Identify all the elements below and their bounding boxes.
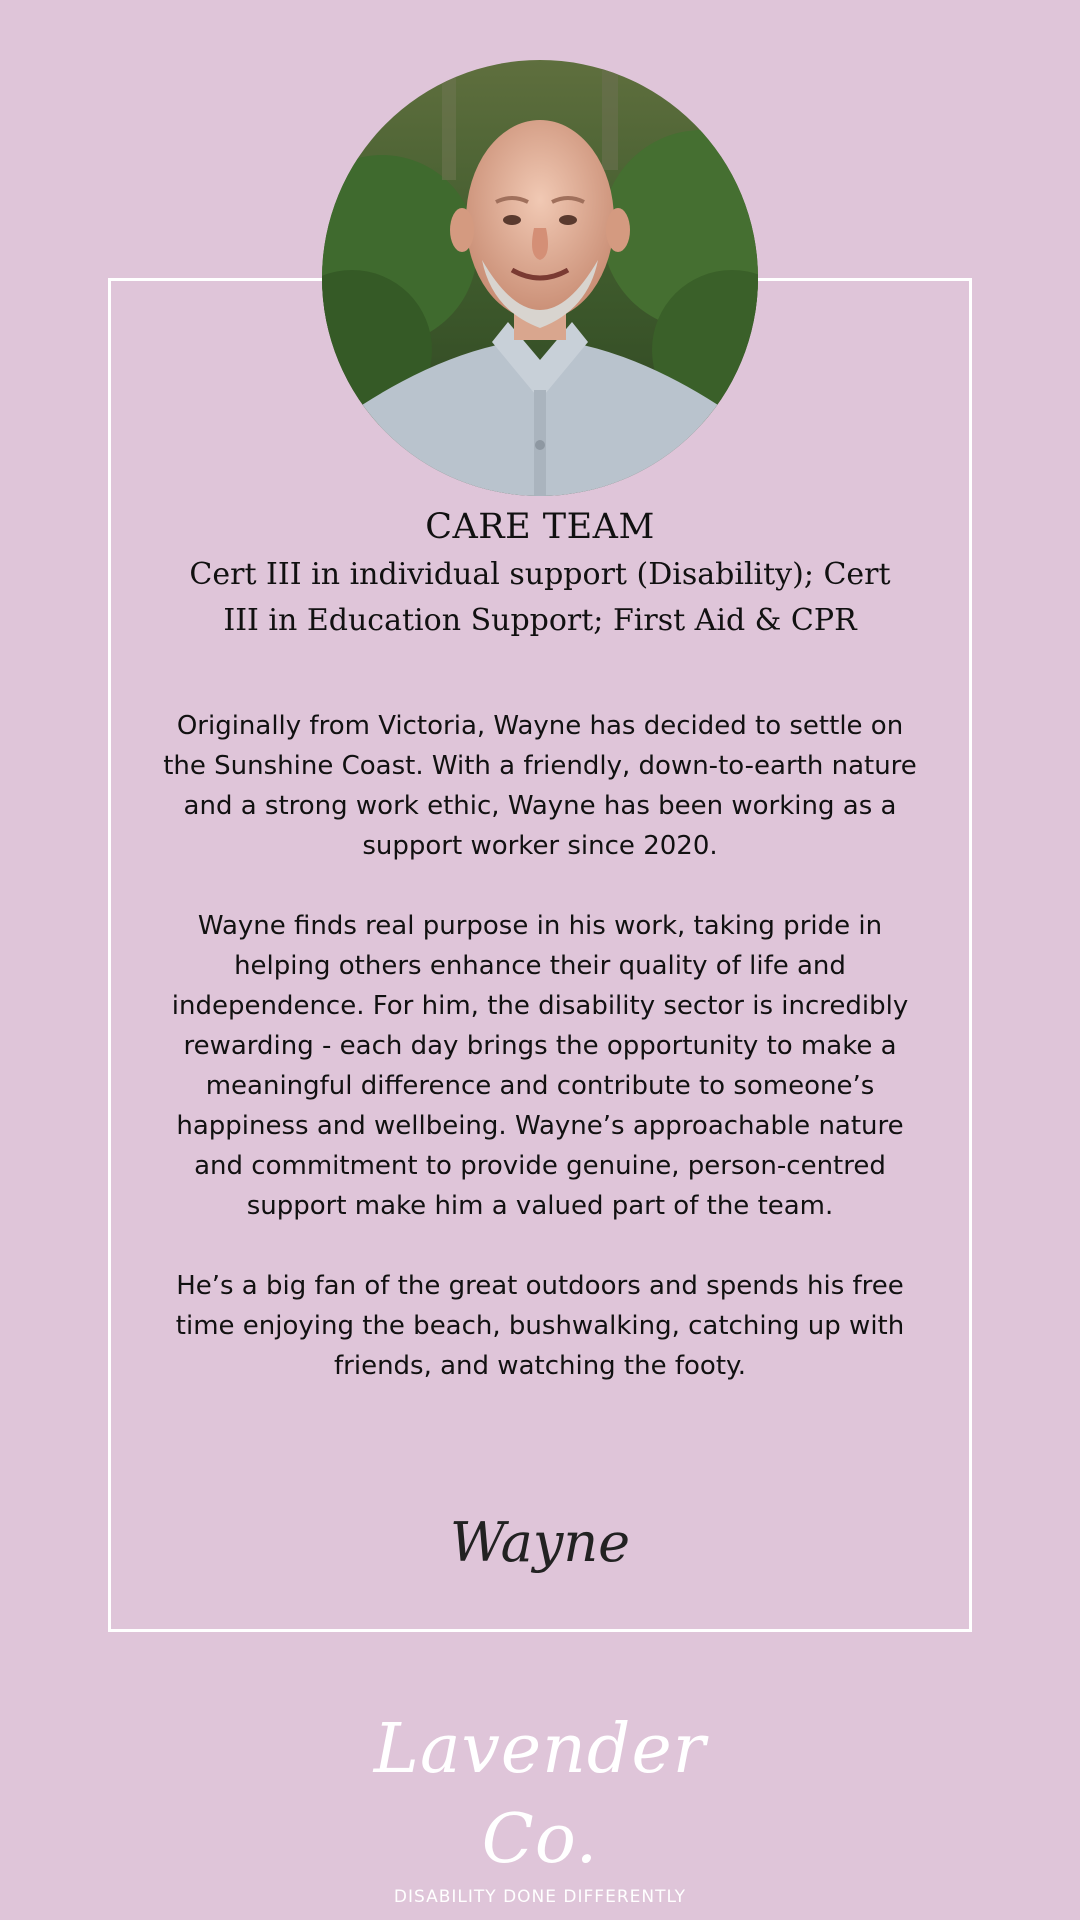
bio-paragraph-purpose: Wayne finds real purpose in his work, taking pride in helping others enhance their quality of life and independence. For him, the disability sector is incredibly rewarding - each day brings the opportunity to make a meaningful difference and contribute to someone’s happiness and wellbeing. Wayne’s approachable nature and commitment to provide genuine, person-centred support make him a valued part of the team. bbox=[171, 911, 909, 1221]
brand-name: Lavender Co. bbox=[373, 1710, 707, 1879]
bio-paragraph-origin: Originally from Victoria, Wayne has decided to settle on the Sunshine Coast. With a friendly, down-to-earth nature and a strong work ethic, Wayne has been working as a support worker since 2020. bbox=[163, 711, 917, 861]
brand-tagline: DISABILITY DONE DIFFERENTLY bbox=[393, 1887, 687, 1907]
brand-logo bbox=[340, 1705, 740, 1909]
profile-photo bbox=[322, 60, 758, 496]
signature: Wayne bbox=[449, 1511, 631, 1574]
bio-paragraph-hobbies: He’s a big fan of the great outdoors and spends his free time enjoying the beach, bushwalking, catching up with friends, and watching the footy. bbox=[175, 1271, 905, 1381]
role-heading: CARE TEAM bbox=[425, 507, 655, 547]
portrait-image bbox=[322, 60, 758, 496]
bio-text bbox=[160, 706, 920, 1426]
qualifications-text: Cert III in individual support (Disability); Cert III in Education Support; First Aid & CPR bbox=[189, 557, 891, 638]
